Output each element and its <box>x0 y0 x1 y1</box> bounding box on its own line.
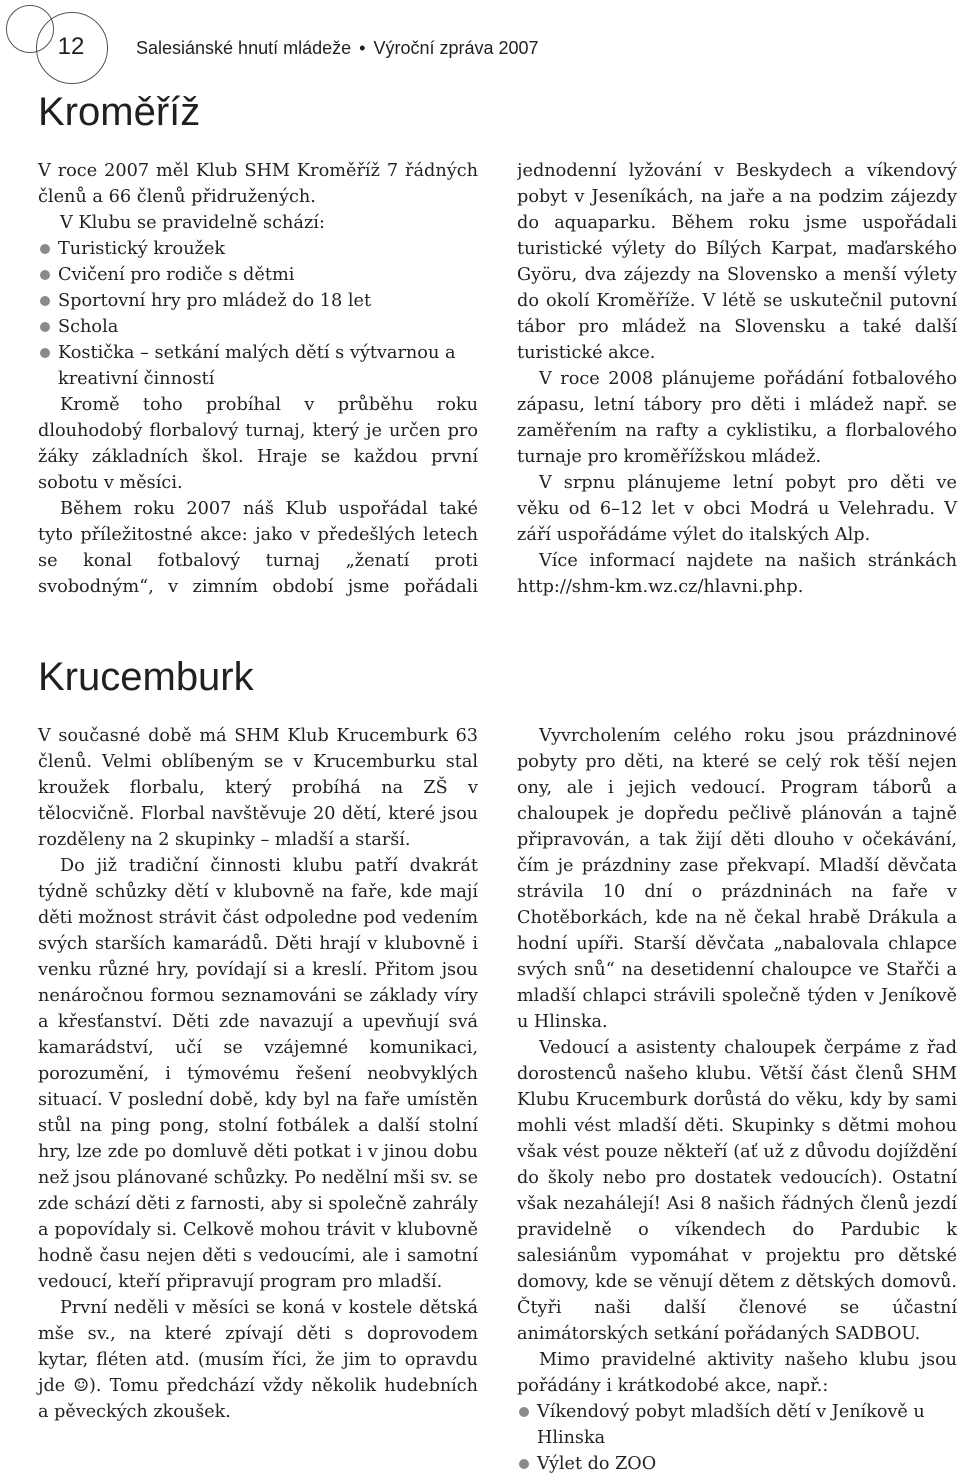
list-item: Výlet do ZOO <box>517 1451 957 1477</box>
list-item: Sportovní hry pro mládež do 18 let <box>38 288 478 314</box>
krucemburk-column-right <box>517 723 957 1477</box>
kromeriz-list-intro: V Klubu se pravidelně schází: <box>60 213 325 233</box>
kromeriz-more-info-paragraph: Více informací najdete na našich stránkách http://shm-km.wz.cz/hlavni.php. <box>517 551 957 597</box>
krucemburk-holiday-paragraph: Vyvrcholením celého roku jsou prázdninové pobyty pro děti, na které se celý rok těší nejen ony, ale i jejich vedoucí. Program táborů a chaloupek je dopředu pečlivě plánován a tajně připravován, a tak žijí děti dlouho v očekávání, čím je prázdniny zase překvapí. Mladší děvčata strávila 10 dní o prázdninách na faře v Chotěborkách, kde na ně čekal hrabě Drákula a hodní upíři. Starší děvčata „nabalovala chlapce svých snů“ na desetidenní chaloupce ve Stařči a mladší chlapci strávili společně týden v Jeníkově u Hlinska. <box>517 726 957 1032</box>
krucemburk-leaders-paragraph: Vedoucí a asistenty chaloupek čerpáme z řad dorostenců našeho klubu. Větší část členů SHM Klubu Krucemburk dorůstá do věku, kdy by sami mohli vést mladší děti. Skupinky s dětmi mohou však vést pouze někteří (ať už z důvodu dojíždění do školy nebo pro dostatek vedoucích). Ostatní však nezahálejí! Asi 8 našich řádných členů jezdí pravidelně o víkendech do Pardubic k salesiánům vypomáhat v projektu pro dětské domovy, kde se věnují dětem z dětských domovů. Čtyři naši další členové se účastní animátorských setkání pořádaných SADBOU. <box>517 1038 957 1344</box>
running-header <box>136 38 539 59</box>
kromeriz-activity-list <box>38 236 478 392</box>
krucemburk-column-left <box>38 723 478 1425</box>
krucemburk-events-intro: Mimo pravidelné aktivity našeho klubu jsou pořádány i krátkodobé akce, např.: <box>517 1350 957 1396</box>
list-item: Turistický kroužek <box>38 236 478 262</box>
section-title-kromeriz: Kroměříž <box>38 90 201 134</box>
publication-name: Salesiánské hnutí mládeže <box>136 38 352 58</box>
kromeriz-events-paragraph-part1: Během roku 2007 náš Klub uspořádal také tyto příležitostné akce: jako v předešlých letech se konal fotbalový turnaj „ženatí proti svobodným“, v zimním období jsme pořádali <box>38 499 478 597</box>
kromeriz-intro: V roce 2007 měl Klub SHM Kroměříž 7 řádných členů a 66 členů přidružených. <box>38 161 478 207</box>
krucemburk-mass-paragraph: První neděli v měsíci se koná v kostele dětská mše sv., na které zpívají děti s doprovodem kytar, fléten atd. (musím říci, že jim to opravdu jde ☺). Tomu předchází vždy několik hudebních a pěveckých zkoušek. <box>38 1298 478 1422</box>
section-title-krucemburk: Krucemburk <box>38 655 254 699</box>
list-item: Cvičení pro rodiče s dětmi <box>38 262 478 288</box>
kromeriz-summer-paragraph: V srpnu plánujeme letní pobyt pro děti ve věku od 6–12 let v obci Modrá u Velehradu. V září uspořádáme výlet do italských Alp. <box>517 473 957 545</box>
kromeriz-florbal-paragraph: Kromě toho probíhal v průběhu roku dlouhodobý florbalový turnaj, který je určen pro žáky základních škol. Hraje se každou první sobotu v měsíci. <box>38 395 478 493</box>
kromeriz-events-paragraph-part2: jednodenní lyžování v Beskydech a víkendový pobyt v Jeseníkách, na jaře a na podzim zájezdy do aquaparku. Během roku jsme uspořádali turistické výlety do Bílých Karpat, maďarského Györu, dva zájezdy na Slovensko a menší výlety do okolí Kroměříže. V létě se uskutečnil putovní tábor pro mládež na Slovensku a také další turistické akce. <box>517 161 957 363</box>
list-item: Víkendový pobyt mladších dětí v Jeníkově u Hlinska <box>517 1399 957 1451</box>
list-item: Schola <box>38 314 478 340</box>
krucemburk-events-list <box>517 1399 957 1477</box>
kromeriz-events-continuation <box>517 158 957 366</box>
report-name: Výroční zpráva 2007 <box>373 38 539 58</box>
list-item: Kostička – setkání malých dětí s výtvarnou a kreativní činností <box>38 340 478 392</box>
header-separator: • <box>359 38 366 58</box>
krucemburk-clubroom-paragraph: Do již tradiční činnosti klubu patří dvakrát týdně schůzky dětí v klubovně na faře, kde mají děti možnost strávit část odpoledne pod vedením svých starších kamarádů. Děti hrají v klubovně i venku různé hry, povídají si a kreslí. Přitom jsou nenáročnou formou seznamováni se základy víry a křesťanství. Děti zde navazují a upevňují svá kamarádství, učí se vzájemné komunikaci, porozumění, i týmovému řešení neobvyklých situací. V poslední době, kdy byl na faře umístěn stůl na ping pong, stolní fotbálek a další stolní hry, lze zde po domluvě děti potkat i v jinou dobu než jsou plánované schůzky. Po nedělní mši sv. se zde schází děti z farnosti, aby si společně zahrály a popovídaly si. Celkově mohou trávit v klubovně hodně času nejen děti s vedoucími, ale i samotní vedoucí, kteří připravují program pro mladší. <box>38 856 478 1292</box>
krucemburk-members-paragraph: V současné době má SHM Klub Krucemburk 63 členů. Velmi oblíbeným se v Krucemburku stal kroužek florbalu, který probíhá na ZŠ v tělocvičně. Florbal navštěvuje 20 dětí, které jsou rozděleny na 2 skupinky – mladší a starší. <box>38 726 478 850</box>
page-number: 12 <box>57 33 85 60</box>
kromeriz-column-left <box>38 158 478 600</box>
kromeriz-column-right <box>517 158 957 600</box>
kromeriz-plans-paragraph: V roce 2008 plánujeme pořádání fotbalového zápasu, letní tábory pro děti i mládež např. se zaměřením na rafty a cyklistiku, a florbalového turnaje pro kroměřížskou mládež. <box>517 369 957 467</box>
